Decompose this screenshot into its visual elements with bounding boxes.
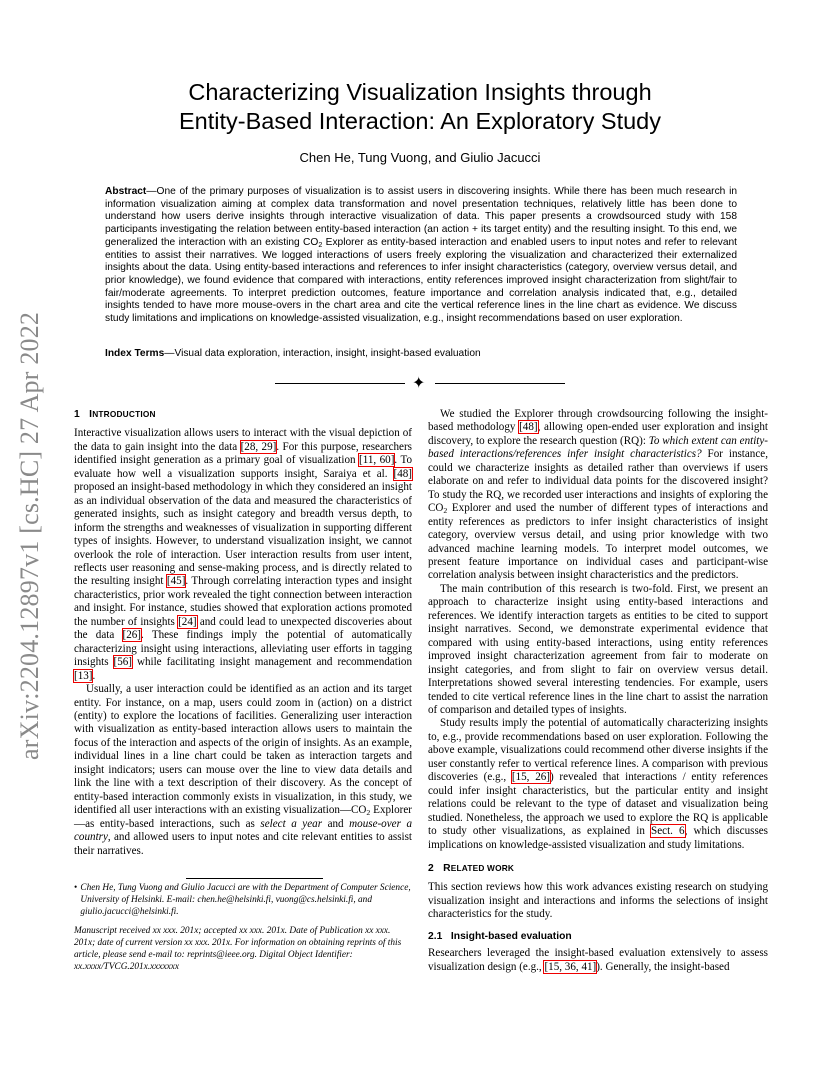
title-line-1: Characterizing Visualization Insights through	[188, 79, 652, 105]
affiliation-text: Chen He, Tung Vuong and Giulio Jacucci are with the Department of Computer Science, University of Helsinki. E-mail: chen.he@helsinki.fi, vuong@cs.helsinki.fi, and giulio.jacucci@helsinki.fi.	[80, 883, 411, 918]
section-title-initial: R	[443, 862, 451, 874]
four-point-star-icon: ✦	[412, 373, 426, 392]
subsection-number: 2.1	[428, 930, 443, 942]
abstract-label: Abstract	[105, 186, 147, 197]
affiliation-note	[74, 882, 412, 919]
abstract-co2-subscript: 2	[318, 240, 323, 249]
intro-paragraph-1	[74, 427, 412, 683]
title-line-2: Entity-Based Interaction: An Exploratory Study	[178, 108, 661, 134]
emphasis-text: mouse-over a country	[74, 817, 412, 844]
emphasis-text: select a year	[260, 817, 323, 830]
citation-link[interactable]: [15, 36, 41]	[544, 960, 597, 973]
text-run: We studied the Explorer through crowdsourcing following the insight-based methodology	[428, 408, 768, 434]
subsection-heading-insight-based-evaluation	[428, 930, 768, 943]
citation-link[interactable]: [15, 26]	[511, 771, 550, 784]
footnote-rule	[186, 878, 323, 879]
arxiv-identifier: arXiv:2204.12897v1 [cs.HC] 27 Apr 2022	[15, 311, 44, 760]
bullet-icon: •	[74, 883, 78, 893]
section-title-initial: I	[89, 409, 93, 420]
text-run: , which discusses implications on knowledge-assisted visualization and study limitations.	[428, 825, 768, 851]
index-terms	[105, 348, 737, 359]
text-run: Interactive visualization allows users to interact with the visual depiction of the data to gain insight into the data	[74, 427, 412, 453]
subsection-title: Insight-based evaluation	[450, 930, 572, 942]
index-terms-label: Index Terms	[105, 348, 165, 359]
section-number: 1	[74, 409, 80, 420]
divider-line-right	[435, 383, 565, 384]
intro-paragraph-4: The main contribution of this research is two-fold. First, we present an approach to characterize insight using entity-based interactions and references. We identify interaction targets as entities to be cited to support insight narratives. Second, we demonstrate experimental evidence that compared with using entity-based interactions, using entity references improved insight characterization agreement from fair to moderate on insight categories, and from slight to fair on overview versus detail. Interpretations showed several interesting tendencies. For example, users tended to cite vertical reference lines in the line chart to assist the narration of comparison and detailed types of insights.	[428, 582, 768, 716]
text-run: . To evaluate how well a visualization supports insight, Saraiya et al.	[74, 454, 412, 480]
text-run: .	[92, 669, 96, 682]
divider-line-left	[275, 383, 405, 384]
footnote	[74, 882, 412, 973]
right-column	[428, 408, 768, 974]
section-number: 2	[428, 862, 434, 874]
text-run: Researchers leveraged the insight-based evaluation extensively to assess visualization design (e.g.,	[428, 947, 768, 973]
manuscript-note: Manuscript received xx xxx. 201x; accepted xx xxx. 201x. Date of Publication xx xxx. 201x; date of current version xx xxx. 201x. For information on obtaining reprints of this article, please send e-mail to: reprints@ieee.org. Digital Object Identifier: xx.xxxx/TVCG.201x.xxxxxxx	[74, 925, 402, 973]
section-heading-introduction	[74, 408, 412, 421]
citation-link[interactable]: [28, 29]	[240, 440, 277, 453]
text-run: , and allowed users to input notes and cite relevant entities to assist their narratives.	[74, 831, 412, 857]
citation-link[interactable]: [48]	[519, 421, 538, 434]
text-run: and	[322, 817, 350, 830]
citation-link[interactable]: [26]	[122, 629, 141, 642]
section-divider	[275, 373, 565, 392]
insight-based-paragraph	[428, 947, 768, 974]
text-run: Explorer—as entity-based interactions, such as	[74, 804, 412, 830]
abstract-text-2: Explorer as entity-based interaction and enabled users to input notes and refer to relevant entities to assist their narratives. We logged interactions of users freely exploring the visualization and characterized their externalized insights about the data. Using entity-based interactions and references to infer insight characteristics (category, overview versus detail, and prior knowledge), we found evidence that compared with interactions, entity references improved insight characterization from slight/fair to fair/moderate agreements. To interpret prediction outcomes, feature importance and correlation analysis indicated that, e.g., detailed insights tended to have more mouse-overs in the chart area and cite the vertical reference lines in the line chart as evidence. We discuss study limitations and implications on knowledge-assisted visualization, e.g., insight recommendations based on user exploration.	[105, 236, 738, 325]
text-run: . These findings imply the potential of automatically characterizing insight using interactions, alleviating user efforts in tagging insights	[74, 629, 412, 669]
abstract	[105, 186, 737, 326]
authors: Chen He, Tung Vuong, and Giulio Jacucci	[299, 150, 541, 165]
text-run: ) revealed that interactions / entity references could infer insight characteristics, but the particular entity and insight relations could be relevant to the type of dataset and visualization being studied. Nonetheless, the approach we used to explore the RQ is applicable to study other visualizations, as explained in	[428, 771, 768, 838]
left-column	[74, 408, 412, 858]
related-work-paragraph: This section reviews how this work advances existing research on studying visualization insight and interactions and informs the selections of insight characteristics for the study.	[428, 881, 768, 921]
text-run: and could lead to unexpected discoveries about the data	[74, 615, 412, 642]
section-heading-related-work	[428, 862, 768, 875]
intro-paragraph-5	[428, 717, 768, 852]
text-run: Study results imply the potential of automatically characterizing insights to, e.g., provide recommendations based on user exploration. Following the above example, visualizations could recommend other diverse insights if the user constantly refer to vertical reference lines. A comparison with previous discoveries (e.g.,	[428, 717, 768, 784]
citation-link[interactable]: [24]	[178, 615, 197, 628]
index-terms-text: —Visual data exploration, interaction, insight, insight-based evaluation	[164, 348, 481, 359]
section-title-rest: NTRODUCTION	[92, 409, 156, 419]
citation-link[interactable]: [11, 60]	[359, 454, 395, 467]
text-run: ). Generally, the insight-based	[596, 960, 730, 973]
intro-paragraph-3	[428, 408, 768, 583]
text-run: . Through correlating interaction types and insight characteristics, prior work revealed the tight connection between interaction and insight. For instance, studies showed that exploration actions promoted the number of insights	[74, 575, 412, 628]
text-run: For instance, could we characterize insights as detailed rather than overviews if users elaborate on and refer to individual data points for the discovered insight? To study the RQ, we recorded user interactions and insights of exploring the CO	[428, 448, 768, 515]
citation-link[interactable]: [13]	[74, 669, 93, 682]
intro-paragraph-2	[74, 683, 412, 858]
text-run: Usually, a user interaction could be identified as an action and its target entity. For instance, on a map, users could zoom in (action) on a district (entity) to explore the locations of facilities. Generalizing user interaction with visualization as entity-based interaction allows users to maintain the focus of the interaction and aspects of the origin of insights. As an example, individual lines in a line chart could be taken as interaction targets and insight indicators; users can mouse over the line to view data details and link the line with a text description of their discovery. As the concept of entity-based interaction commonly exists in visualization, in this study, we identified all user interactions with an existing visualization—CO	[74, 683, 412, 817]
research-question: To which extent can entity-based interactions/references infer insight characteristics?	[428, 434, 768, 461]
abstract-text-1: —One of the primary purposes of visualization is to assist users in discovering insights. While there has been much research in information visualization aiming at complex data transformation and novel presentation techniques, relatively little has been done to understand how users derive insights through interactive visualization of data. This paper presents a crowdsourced study with 158 participants investigating the relation between entity-based interaction (an action + its target entity) and the resulting insight. To this end, we generalized the interaction with an existing CO	[105, 186, 737, 248]
co2-subscript: 2	[366, 808, 371, 818]
text-run: , allowing open-ended user exploration and insight discovery, to explore the research question (RQ):	[428, 421, 768, 447]
citation-link[interactable]: [45]	[166, 575, 186, 588]
citation-link[interactable]: [56]	[113, 656, 132, 669]
text-run: proposed an insight-based methodology in which they considered an insight as an individual observation of the data and measured the characteristics of generated insights, such as insight category and breadth versus depth, to inform the strengths and weaknesses of visualization in supporting different types of insights. However, to understand visualization insight, we cannot overlook the role of interaction. User interaction results from user intent, reflects user reasoning and sense-making process, and is directly related to the resulting insight	[74, 481, 412, 588]
paper-title	[100, 78, 740, 136]
text-run: Explorer and used the number of different types of interactions and entity references as predictors to infer insight characteristics of insight category, overview versus detail, and using prior knowledge with two advanced machine learning models. To interpret model outcomes, we present feature importance on individual cases and participant-wise correlation analysis between insight characteristics and the predictors.	[428, 502, 768, 582]
text-run: . For this purpose, researchers identified insight generation as a primary goal of visualization	[74, 440, 412, 467]
citation-link[interactable]: [48]	[393, 467, 412, 480]
section-reference-link[interactable]: Sect. 6	[651, 825, 685, 838]
section-title-rest: ELATED WORK	[450, 862, 515, 873]
co2-subscript: 2	[443, 506, 448, 516]
text-run: while facilitating insight management and recommendation	[131, 656, 412, 669]
